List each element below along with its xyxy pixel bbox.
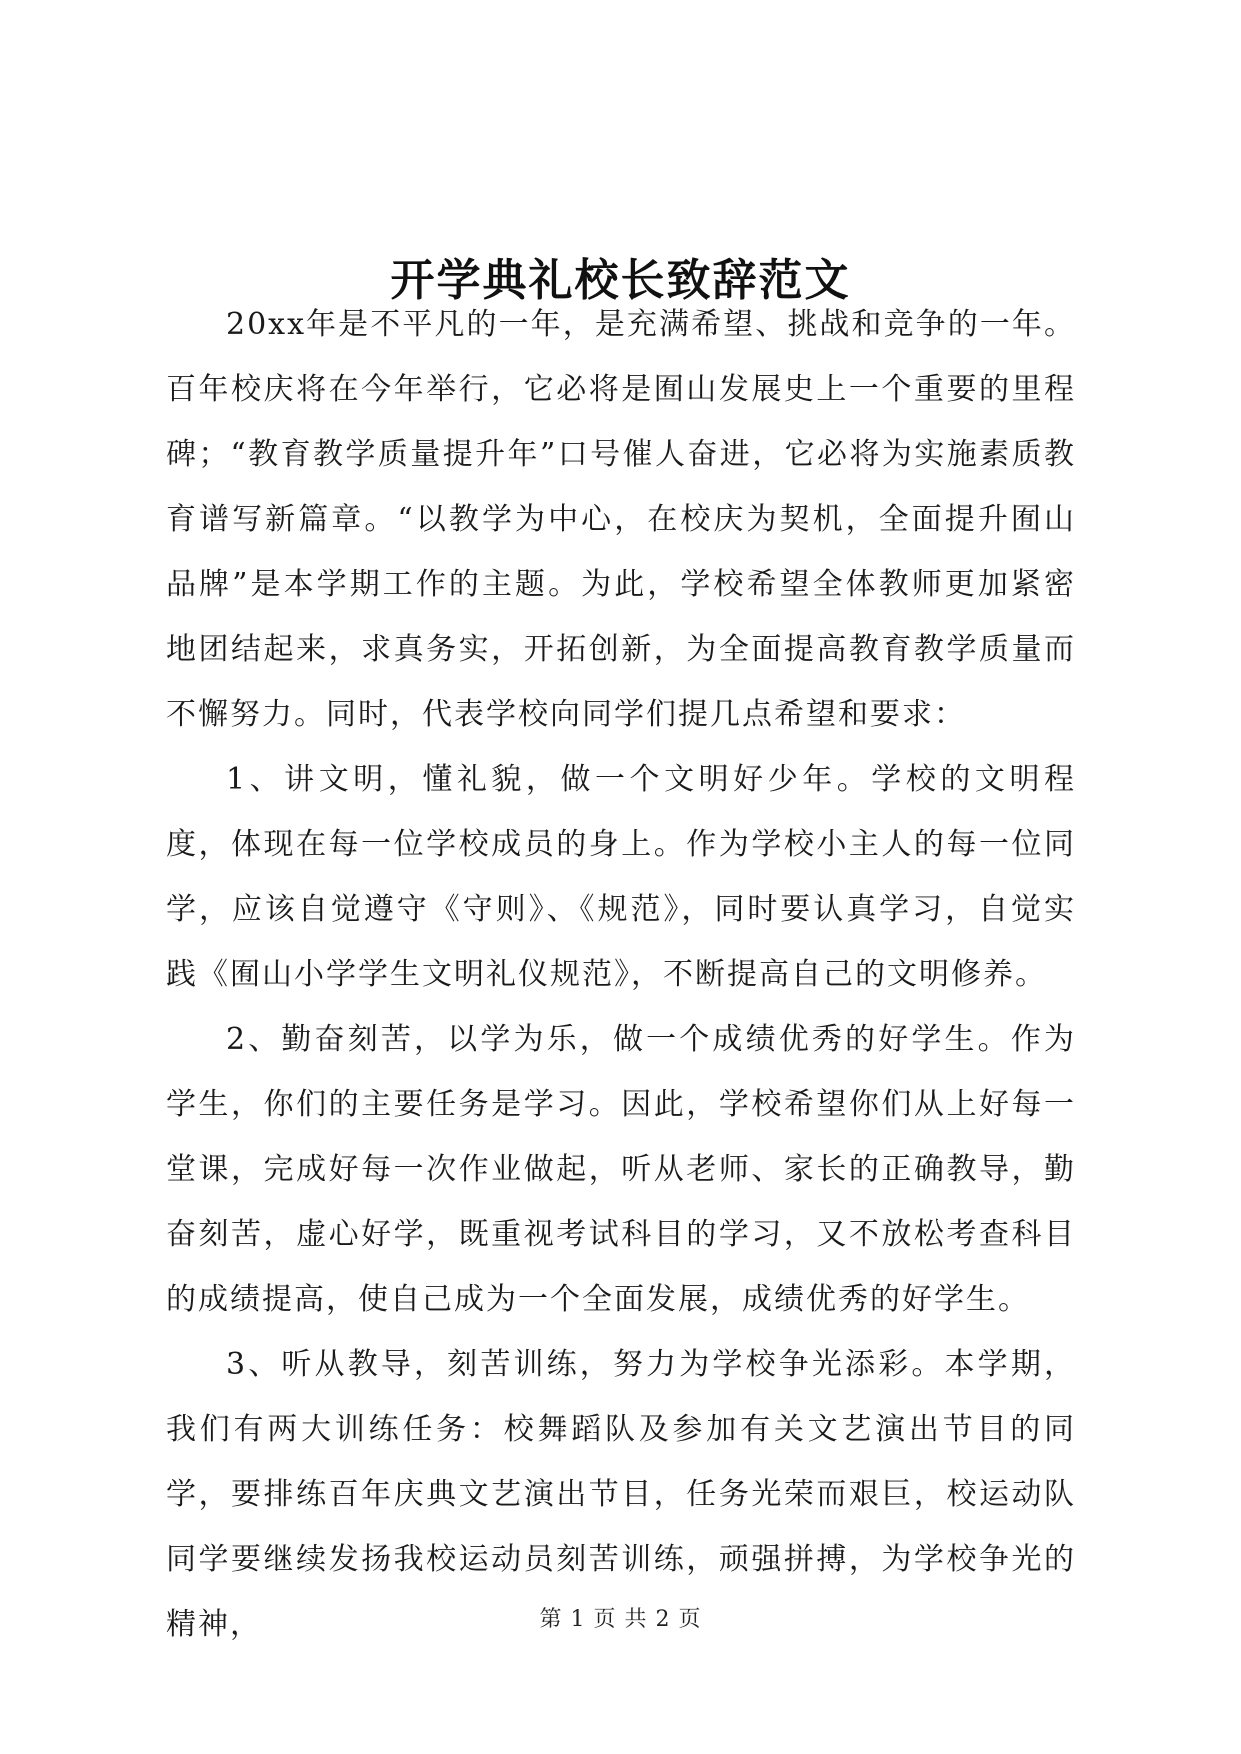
page-number-footer: 第 1 页 共 2 页 <box>539 1607 702 1632</box>
paragraph-point-2: 2、勤奋刻苦，以学为乐，做一个成绩优秀的好学生。作为学生，你们的主要任务是学习。因此，学校希望你们从上好每一堂课，完成好每一次作业做起，听从老师、家长的正确教导，勤奋刻苦，虚心好学，既重视考试科目的学习，又不放松考查科目的成绩提高，使自己成为一个全面发展，成绩优秀的好学生。 <box>166 1022 1076 1317</box>
paragraph-point-1: 1、讲文明，懂礼貌，做一个文明好少年。学校的文明程度，体现在每一位学校成员的身上。作为学校小主人的每一位同学，应该自觉遵守《守则》、《规范》，同时要认真学习，自觉实践《囿山小学学生文明礼仪规范》，不断提高自己的文明修养。 <box>166 762 1076 992</box>
paragraph-intro: 20xx年是不平凡的一年，是充满希望、挑战和竞争的一年。百年校庆将在今年举行，它必将是囿山发展史上一个重要的里程碑；“教育教学质量提升年”口号催人奋进，它必将为实施素质教育谱写新篇章。“以教学为中心，在校庆为契机，全面提升囿山品牌”是本学期工作的主题。为此，学校希望全体教师更加紧密地团结起来，求真务实，开拓创新，为全面提高教育教学质量而不懈努力。同时，代表学校向同学们提几点希望和要求： <box>166 307 1076 732</box>
document-body <box>166 292 1076 1657</box>
paragraph-point-3: 3、听从教导，刻苦训练，努力为学校争光添彩。本学期，我们有两大训练任务：校舞蹈队及参加有关文艺演出节目的同学，要排练百年庆典文艺演出节目，任务光荣而艰巨，校运动队同学要继续发扬我校运动员刻苦训练，顽强拼搏，为学校争光的精神， <box>166 1347 1076 1642</box>
document-title: 开学典礼校长致辞范文 <box>390 255 851 307</box>
